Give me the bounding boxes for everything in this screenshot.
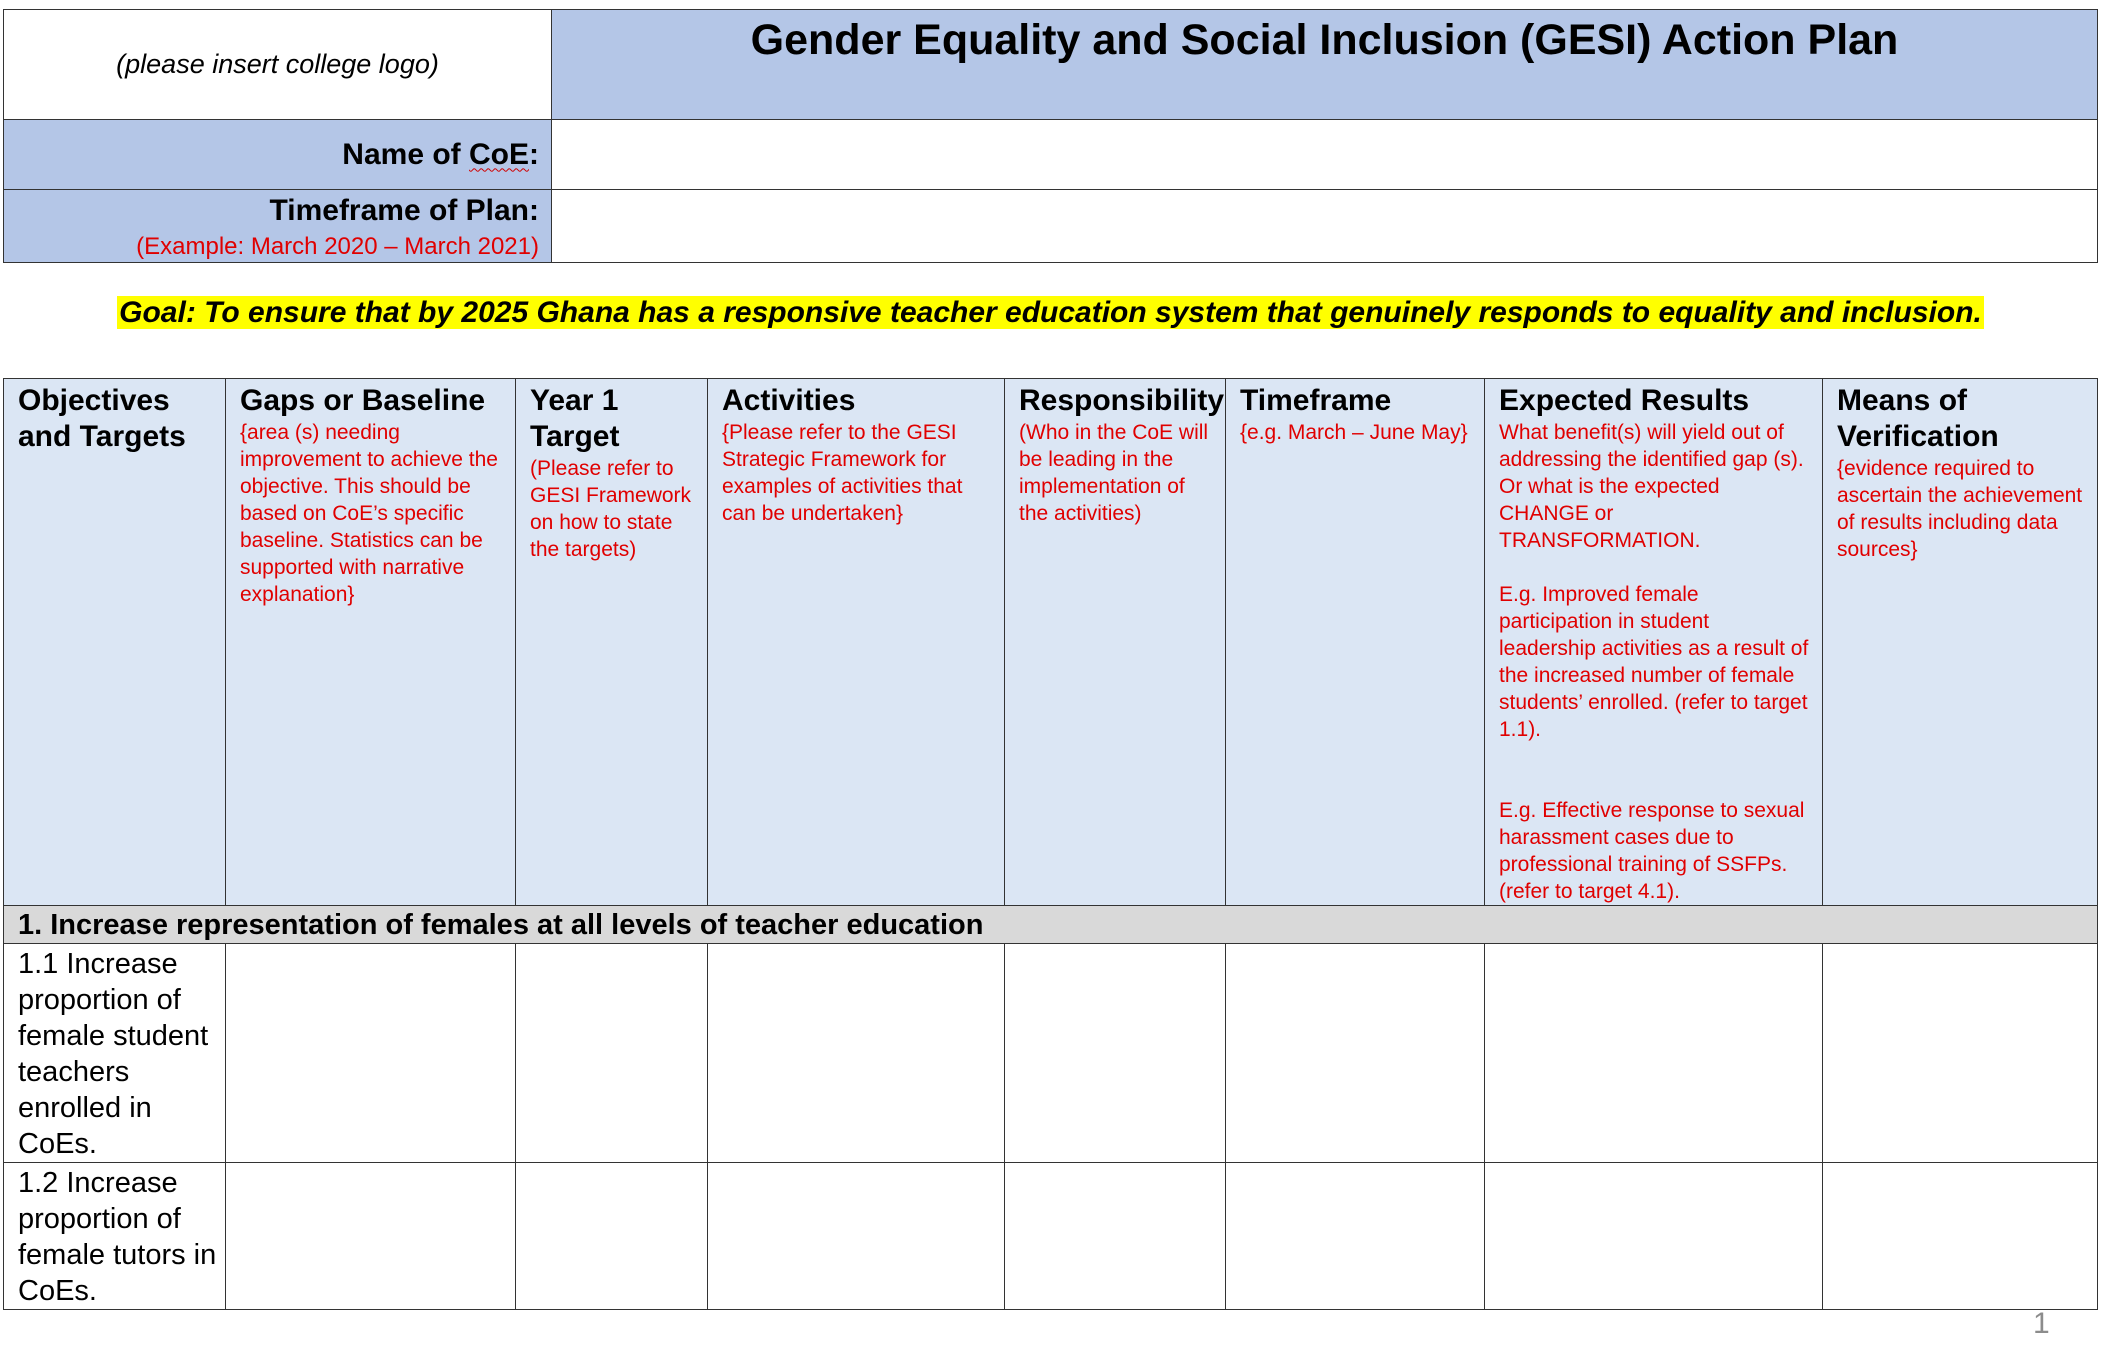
col-expected-results-title: Expected Results <box>1499 384 1750 417</box>
col-objectives-title: Objectives and Targets <box>18 384 186 453</box>
col-expected-results <box>1485 379 1823 906</box>
plan-header-table <box>3 9 2098 263</box>
action-plan-table <box>3 378 2098 1310</box>
gaps-cell-1-2[interactable] <box>226 1163 516 1310</box>
objective-1-2: 1.2 Increase proportion of female tutors in CoEs. <box>4 1163 226 1310</box>
col-gaps-title: Gaps or Baseline <box>240 384 486 417</box>
col-objectives <box>4 379 226 906</box>
target-cell-1-1[interactable] <box>516 944 708 1163</box>
document-title-cell <box>552 10 2098 120</box>
col-year1-target <box>516 379 708 906</box>
college-logo-placeholder[interactable] <box>4 10 552 120</box>
document-title: Gender Equality and Social Inclusion (GESI) Action Plan <box>750 16 1899 64</box>
col-timeframe <box>1226 379 1485 906</box>
section-row-1 <box>4 906 2098 944</box>
col-activities <box>708 379 1005 906</box>
logo-placeholder-text: (please insert college logo) <box>116 49 439 79</box>
col-activities-title: Activities <box>722 384 856 417</box>
col-responsibility-title: Responsibility <box>1019 384 1225 417</box>
col-activities-hint: {Please refer to the GESI Strategic Framework for examples of activities that can be undertaken} <box>722 421 963 525</box>
col-gaps <box>226 379 516 906</box>
col-means-of-verification-title: Means of Verification <box>1837 384 1999 453</box>
results-cell-1-1[interactable] <box>1485 944 1823 1163</box>
verification-cell-1-2[interactable] <box>1823 1163 2098 1310</box>
timeframe-label-cell <box>4 190 552 263</box>
target-cell-1-2[interactable] <box>516 1163 708 1310</box>
col-responsibility <box>1005 379 1226 906</box>
col-means-of-verification <box>1823 379 2098 906</box>
col-year1-target-hint: (Please refer to GESI Framework on how to state the targets) <box>530 457 692 561</box>
goal-text: Goal: To ensure that by 2025 Ghana has a responsive teacher education system that genuinely responds to equality and inclusion. <box>119 296 1982 329</box>
timeframe-cell-1-1[interactable] <box>1226 944 1485 1163</box>
responsibility-cell-1-2[interactable] <box>1005 1163 1226 1310</box>
goal-statement <box>0 296 2101 330</box>
table-row <box>4 1163 2098 1310</box>
name-of-coe-label: Name of CoE: <box>342 137 539 171</box>
table-row <box>4 944 2098 1163</box>
activities-cell-1-2[interactable] <box>708 1163 1005 1310</box>
col-means-of-verification-hint: {evidence required to ascertain the achievement of results including data sources} <box>1837 457 2083 561</box>
results-cell-1-2[interactable] <box>1485 1163 1823 1310</box>
name-of-coe-label-cell <box>4 120 552 190</box>
name-of-coe-field[interactable] <box>552 120 2098 190</box>
timeframe-cell-1-2[interactable] <box>1226 1163 1485 1310</box>
page-number: 1 <box>2033 1307 2050 1340</box>
activities-cell-1-1[interactable] <box>708 944 1005 1163</box>
col-timeframe-hint: {e.g. March – June May} <box>1240 421 1468 444</box>
timeframe-example: (Example: March 2020 – March 2021) <box>136 233 539 260</box>
col-expected-results-hint: What benefit(s) will yield out of addressing the identified gap (s). Or what is the expected CHANGE or TRANSFORMATION. E.g. Improved female participation in student leadership activities as a result of the increased number of female students’ enrolled. (refer to target 1.1). E.g. Effective response to sexual harassment cases due to professional training of SSFPs. (refer to target 4.1). <box>1499 421 1809 903</box>
verification-cell-1-1[interactable] <box>1823 944 2098 1163</box>
responsibility-cell-1-1[interactable] <box>1005 944 1226 1163</box>
col-year1-target-title: Year 1 Target <box>530 384 620 453</box>
timeframe-label: Timeframe of Plan: <box>269 194 539 227</box>
column-header-row <box>4 379 2098 906</box>
timeframe-field[interactable] <box>552 190 2098 263</box>
gaps-cell-1-1[interactable] <box>226 944 516 1163</box>
section-1-heading: 1. Increase representation of females at all levels of teacher education <box>4 906 2098 944</box>
col-responsibility-hint: (Who in the CoE will be leading in the implementation of the activities) <box>1019 421 1209 525</box>
col-timeframe-title: Timeframe <box>1240 384 1392 417</box>
objective-1-1: 1.1 Increase proportion of female student teachers enrolled in CoEs. <box>4 944 226 1163</box>
col-gaps-hint: {area (s) needing improvement to achieve the objective. This should be based on CoE’s specific baseline. Statistics can be supported with narrative explanation} <box>240 421 498 606</box>
